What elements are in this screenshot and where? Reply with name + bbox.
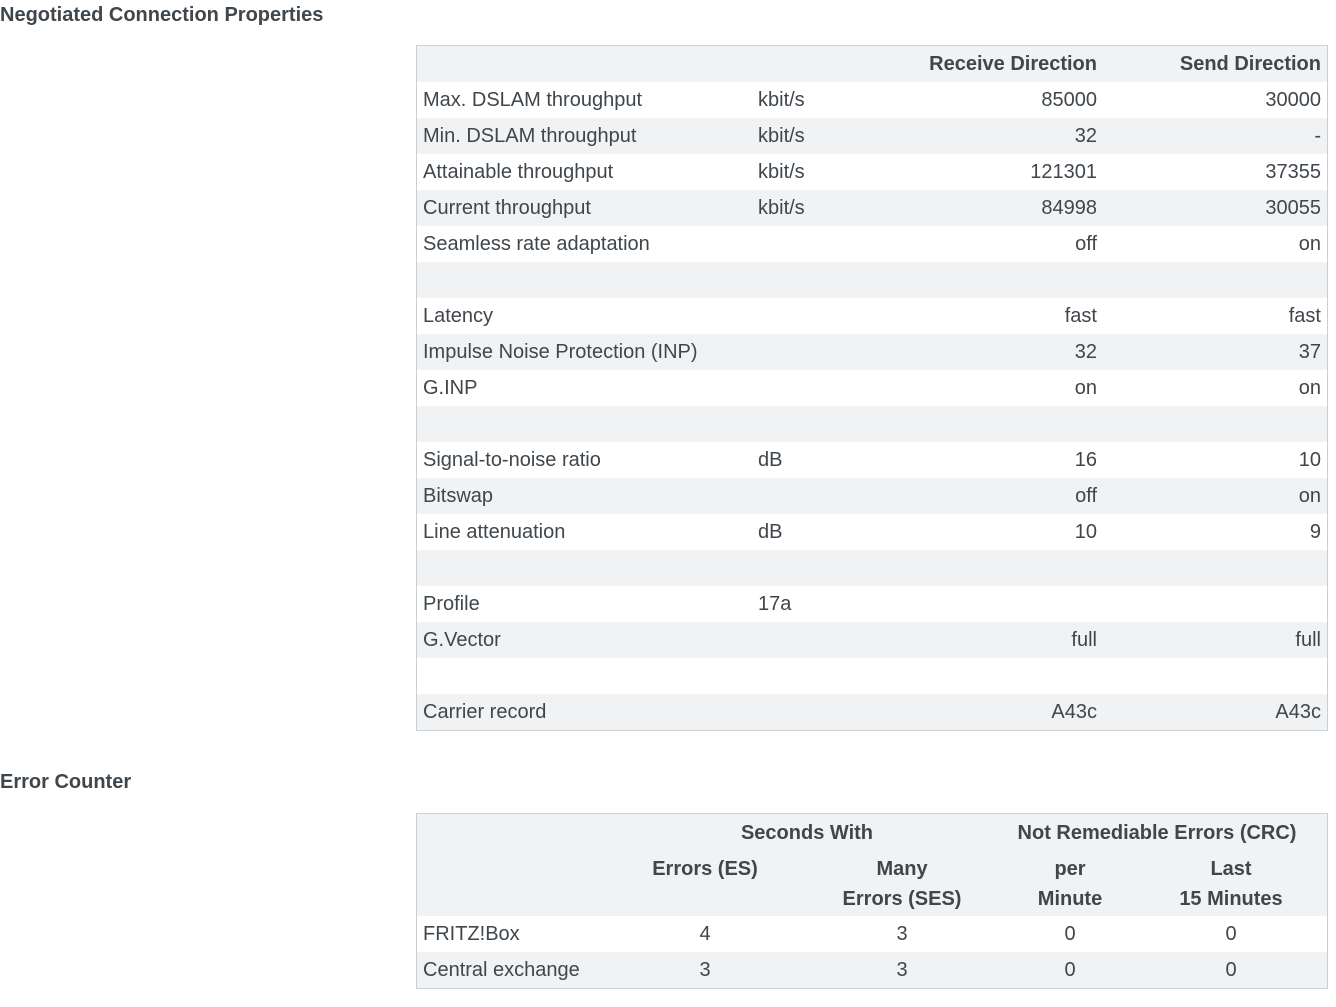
table-row xyxy=(417,298,1327,334)
cell-ses: 3 xyxy=(896,959,908,981)
row-receive-value: 32 xyxy=(1074,341,1097,363)
row-send-value: A43c xyxy=(1275,701,1321,723)
row-unit: 17a xyxy=(758,593,792,615)
table-row xyxy=(417,622,1327,658)
table-row xyxy=(417,586,1327,622)
row-label: Profile xyxy=(423,593,480,615)
negotiated-properties-title: Negotiated Connection Properties xyxy=(0,4,324,26)
table-header-row xyxy=(417,46,1327,82)
error-counter-table xyxy=(416,813,1328,989)
row-unit: kbit/s xyxy=(758,125,805,147)
table-row xyxy=(417,952,1327,988)
row-receive-value: off xyxy=(1075,485,1097,507)
row-send-value: 30000 xyxy=(1265,89,1321,111)
table-row xyxy=(417,334,1327,370)
table-row xyxy=(417,118,1327,154)
cell-ses: 3 xyxy=(896,923,908,945)
table-row xyxy=(417,916,1327,952)
row-label: Max. DSLAM throughput xyxy=(423,89,642,111)
row-send-value: on xyxy=(1298,377,1321,399)
row-receive-value: 84998 xyxy=(1041,197,1097,219)
row-send-value: - xyxy=(1314,125,1321,147)
per-minute-header-line1: per xyxy=(1054,858,1086,880)
table-row xyxy=(417,262,1327,298)
table-row xyxy=(417,226,1327,262)
cell-es: 4 xyxy=(699,923,711,945)
row-send-value: full xyxy=(1295,629,1321,651)
row-receive-value: 121301 xyxy=(1030,161,1097,183)
table-row xyxy=(417,514,1327,550)
row-label: Current throughput xyxy=(423,197,591,219)
row-receive-value: 16 xyxy=(1074,449,1097,471)
send-direction-header: Send Direction xyxy=(1179,53,1321,75)
row-unit: kbit/s xyxy=(758,197,805,219)
row-label: G.INP xyxy=(423,377,478,399)
table-row xyxy=(417,190,1327,226)
table-row xyxy=(417,694,1327,730)
row-send-value: on xyxy=(1298,485,1321,507)
cell-last15: 0 xyxy=(1225,923,1237,945)
row-label: Min. DSLAM throughput xyxy=(423,125,637,147)
row-send-value: 37355 xyxy=(1265,161,1321,183)
row-send-value: on xyxy=(1298,233,1321,255)
cell-es: 3 xyxy=(699,959,711,981)
row-label: G.Vector xyxy=(423,629,501,651)
row-send-value: 37 xyxy=(1298,341,1321,363)
error-table-header xyxy=(417,814,1327,916)
table-row xyxy=(417,406,1327,442)
row-label: Bitswap xyxy=(423,485,494,507)
table-row xyxy=(417,82,1327,118)
row-label: Latency xyxy=(423,305,494,327)
row-label: Attainable throughput xyxy=(423,161,614,183)
table-row xyxy=(417,370,1327,406)
row-send-value: fast xyxy=(1288,305,1321,327)
table-row xyxy=(417,658,1327,694)
row-label: Line attenuation xyxy=(423,521,566,543)
row-send-value: 10 xyxy=(1298,449,1321,471)
row-receive-value: fast xyxy=(1064,305,1097,327)
seconds-with-header: Seconds With xyxy=(740,822,874,844)
last15-header-line1: Last xyxy=(1210,858,1252,880)
row-send-value: 9 xyxy=(1309,521,1321,543)
table-row xyxy=(417,478,1327,514)
row-send-value: 30055 xyxy=(1265,197,1321,219)
cell-last15: 0 xyxy=(1225,959,1237,981)
row-receive-value: off xyxy=(1075,233,1097,255)
per-minute-header-line2: Minute xyxy=(1037,888,1103,910)
row-receive-value: full xyxy=(1071,629,1097,651)
ses-header-line2: Errors (SES) xyxy=(842,888,962,910)
row-receive-value: on xyxy=(1074,377,1097,399)
table-row xyxy=(417,550,1327,586)
cell-per-min: 0 xyxy=(1064,959,1076,981)
receive-direction-header: Receive Direction xyxy=(929,53,1097,75)
table-row xyxy=(417,442,1327,478)
row-label: Signal-to-noise ratio xyxy=(423,449,601,471)
row-unit: dB xyxy=(758,521,783,543)
row-receive-value: 85000 xyxy=(1041,89,1097,111)
row-label: Central exchange xyxy=(423,959,580,981)
table-row xyxy=(417,154,1327,190)
row-receive-value: 10 xyxy=(1074,521,1097,543)
row-receive-value: A43c xyxy=(1051,701,1097,723)
row-unit: kbit/s xyxy=(758,89,805,111)
row-receive-value: 32 xyxy=(1074,125,1097,147)
row-label: FRITZ!Box xyxy=(423,923,520,945)
error-counter-title: Error Counter xyxy=(0,771,132,793)
row-unit: kbit/s xyxy=(758,161,805,183)
row-label: Seamless rate adaptation xyxy=(423,233,650,255)
row-unit: dB xyxy=(758,449,783,471)
crc-header: Not Remediable Errors (CRC) xyxy=(1017,822,1297,844)
row-label: Carrier record xyxy=(423,701,547,723)
row-label: Impulse Noise Protection (INP) xyxy=(423,341,698,363)
ses-header-line1: Many xyxy=(876,858,928,880)
last15-header-line2: 15 Minutes xyxy=(1179,888,1283,910)
connection-properties-table xyxy=(416,45,1328,731)
cell-per-min: 0 xyxy=(1064,923,1076,945)
es-header: Errors (ES) xyxy=(652,858,758,880)
